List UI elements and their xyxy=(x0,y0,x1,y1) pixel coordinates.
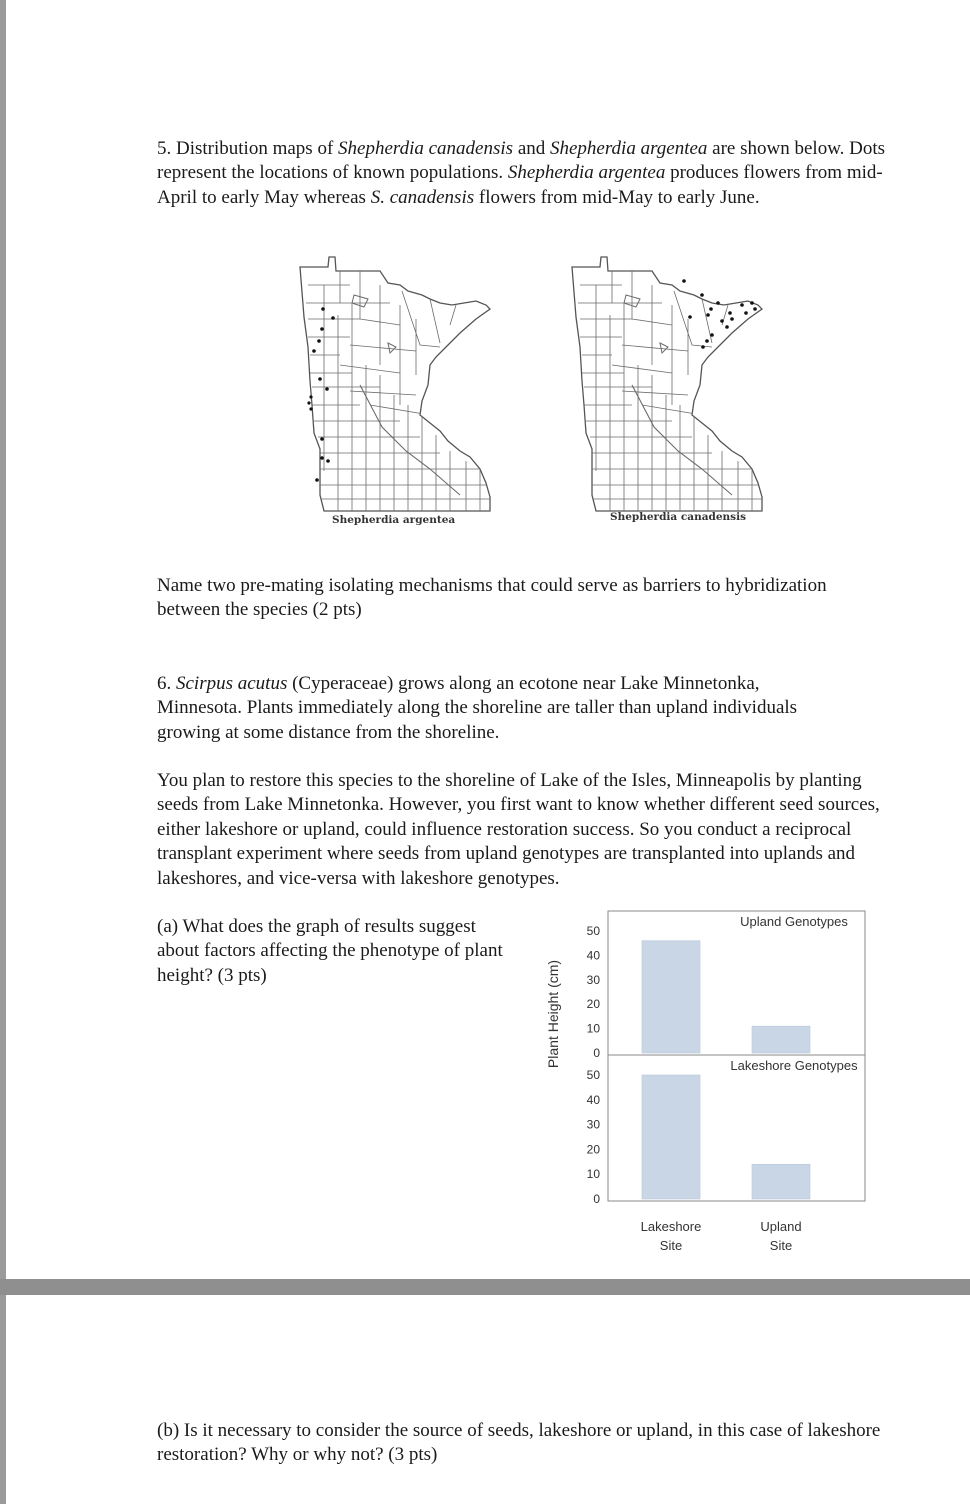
bar xyxy=(642,941,700,1053)
minnesota-maps-svg xyxy=(285,250,805,535)
y-tick-label: 10 xyxy=(586,1167,600,1182)
plant-height-chart xyxy=(540,905,880,1265)
map-shepherdia-canadensis xyxy=(572,257,762,511)
y-tick-label: 30 xyxy=(586,1117,600,1132)
bar xyxy=(752,1164,810,1199)
q6-experiment-paragraph: You plan to restore this species to the shoreline of Lake of the Isles, Minneapolis by planting seeds from Lake Minnetonka. However, you first want to know whether different seed sources, either lakeshore or upland, could influence restoration success. So you conduct a reciprocal transplant experiment where seeds from upland genotypes are transplanted into uplands and lakeshores, and vice-versa with lakeshore genotypes. xyxy=(157,770,880,889)
y-tick-label: 20 xyxy=(586,997,600,1012)
q6a-question: (a) What does the graph of results suggest about factors affecting the phenotype of plant height? (3 pts) xyxy=(157,916,503,986)
y-tick-label: 0 xyxy=(593,1192,600,1206)
x-category-label: Site xyxy=(769,1238,793,1253)
y-tick-label: 10 xyxy=(586,1021,600,1036)
map-caption-canadensis: Shepherdia canadensis xyxy=(610,511,746,523)
panel-title: Upland Genotypes xyxy=(740,914,848,929)
page-break xyxy=(0,1279,970,1295)
y-tick-label: 40 xyxy=(586,1092,600,1107)
y-tick-label: 50 xyxy=(586,924,600,938)
y-tick-label: 20 xyxy=(586,1142,600,1157)
x-category-label: Lakeshore xyxy=(640,1219,702,1234)
bar xyxy=(752,1026,810,1053)
map-caption-argentea: Shepherdia argentea xyxy=(332,514,456,526)
q6b-question: (b) Is it necessary to consider the source of seeds, lakeshore or upland, in this case of lakeshore restoration? Why or why not? (3 pts) xyxy=(157,1420,881,1466)
bar xyxy=(642,1075,700,1199)
x-category-label: Site xyxy=(659,1238,683,1253)
y-tick-label: 50 xyxy=(586,1068,600,1082)
q6-intro: 6. Scirpus acutus (Cyperaceae) grows along an ecotone near Lake Minnetonka, Minnesota. Plants immediately along the shoreline are taller than upland individuals growing at some distance from the shoreline. xyxy=(157,673,798,743)
q5-prompt: Name two pre-mating isolating mechanisms that could serve as barriers to hybridization between the species (2 pts) xyxy=(157,575,827,621)
y-tick-label: 40 xyxy=(586,948,600,963)
plant-height-chart-svg xyxy=(540,905,880,1265)
y-tick-label: 30 xyxy=(586,972,600,987)
panel-title: Lakeshore Genotypes xyxy=(730,1058,858,1073)
y-axis-label: Plant Height (cm) xyxy=(545,959,561,1069)
map-shepherdia-argentea xyxy=(300,257,490,511)
x-category-label: Upland xyxy=(760,1219,802,1234)
y-tick-label: 0 xyxy=(593,1046,600,1060)
distribution-maps xyxy=(285,250,805,535)
q5-paragraph: 5. Distribution maps of Shepherdia canadensis and Shepherdia argentea are shown below. Dots represent the locations of known populations. Shepherdia argentea produces flowers from mid-April to early May whereas S. canadensis flowers from mid-May to early June. xyxy=(157,138,886,208)
